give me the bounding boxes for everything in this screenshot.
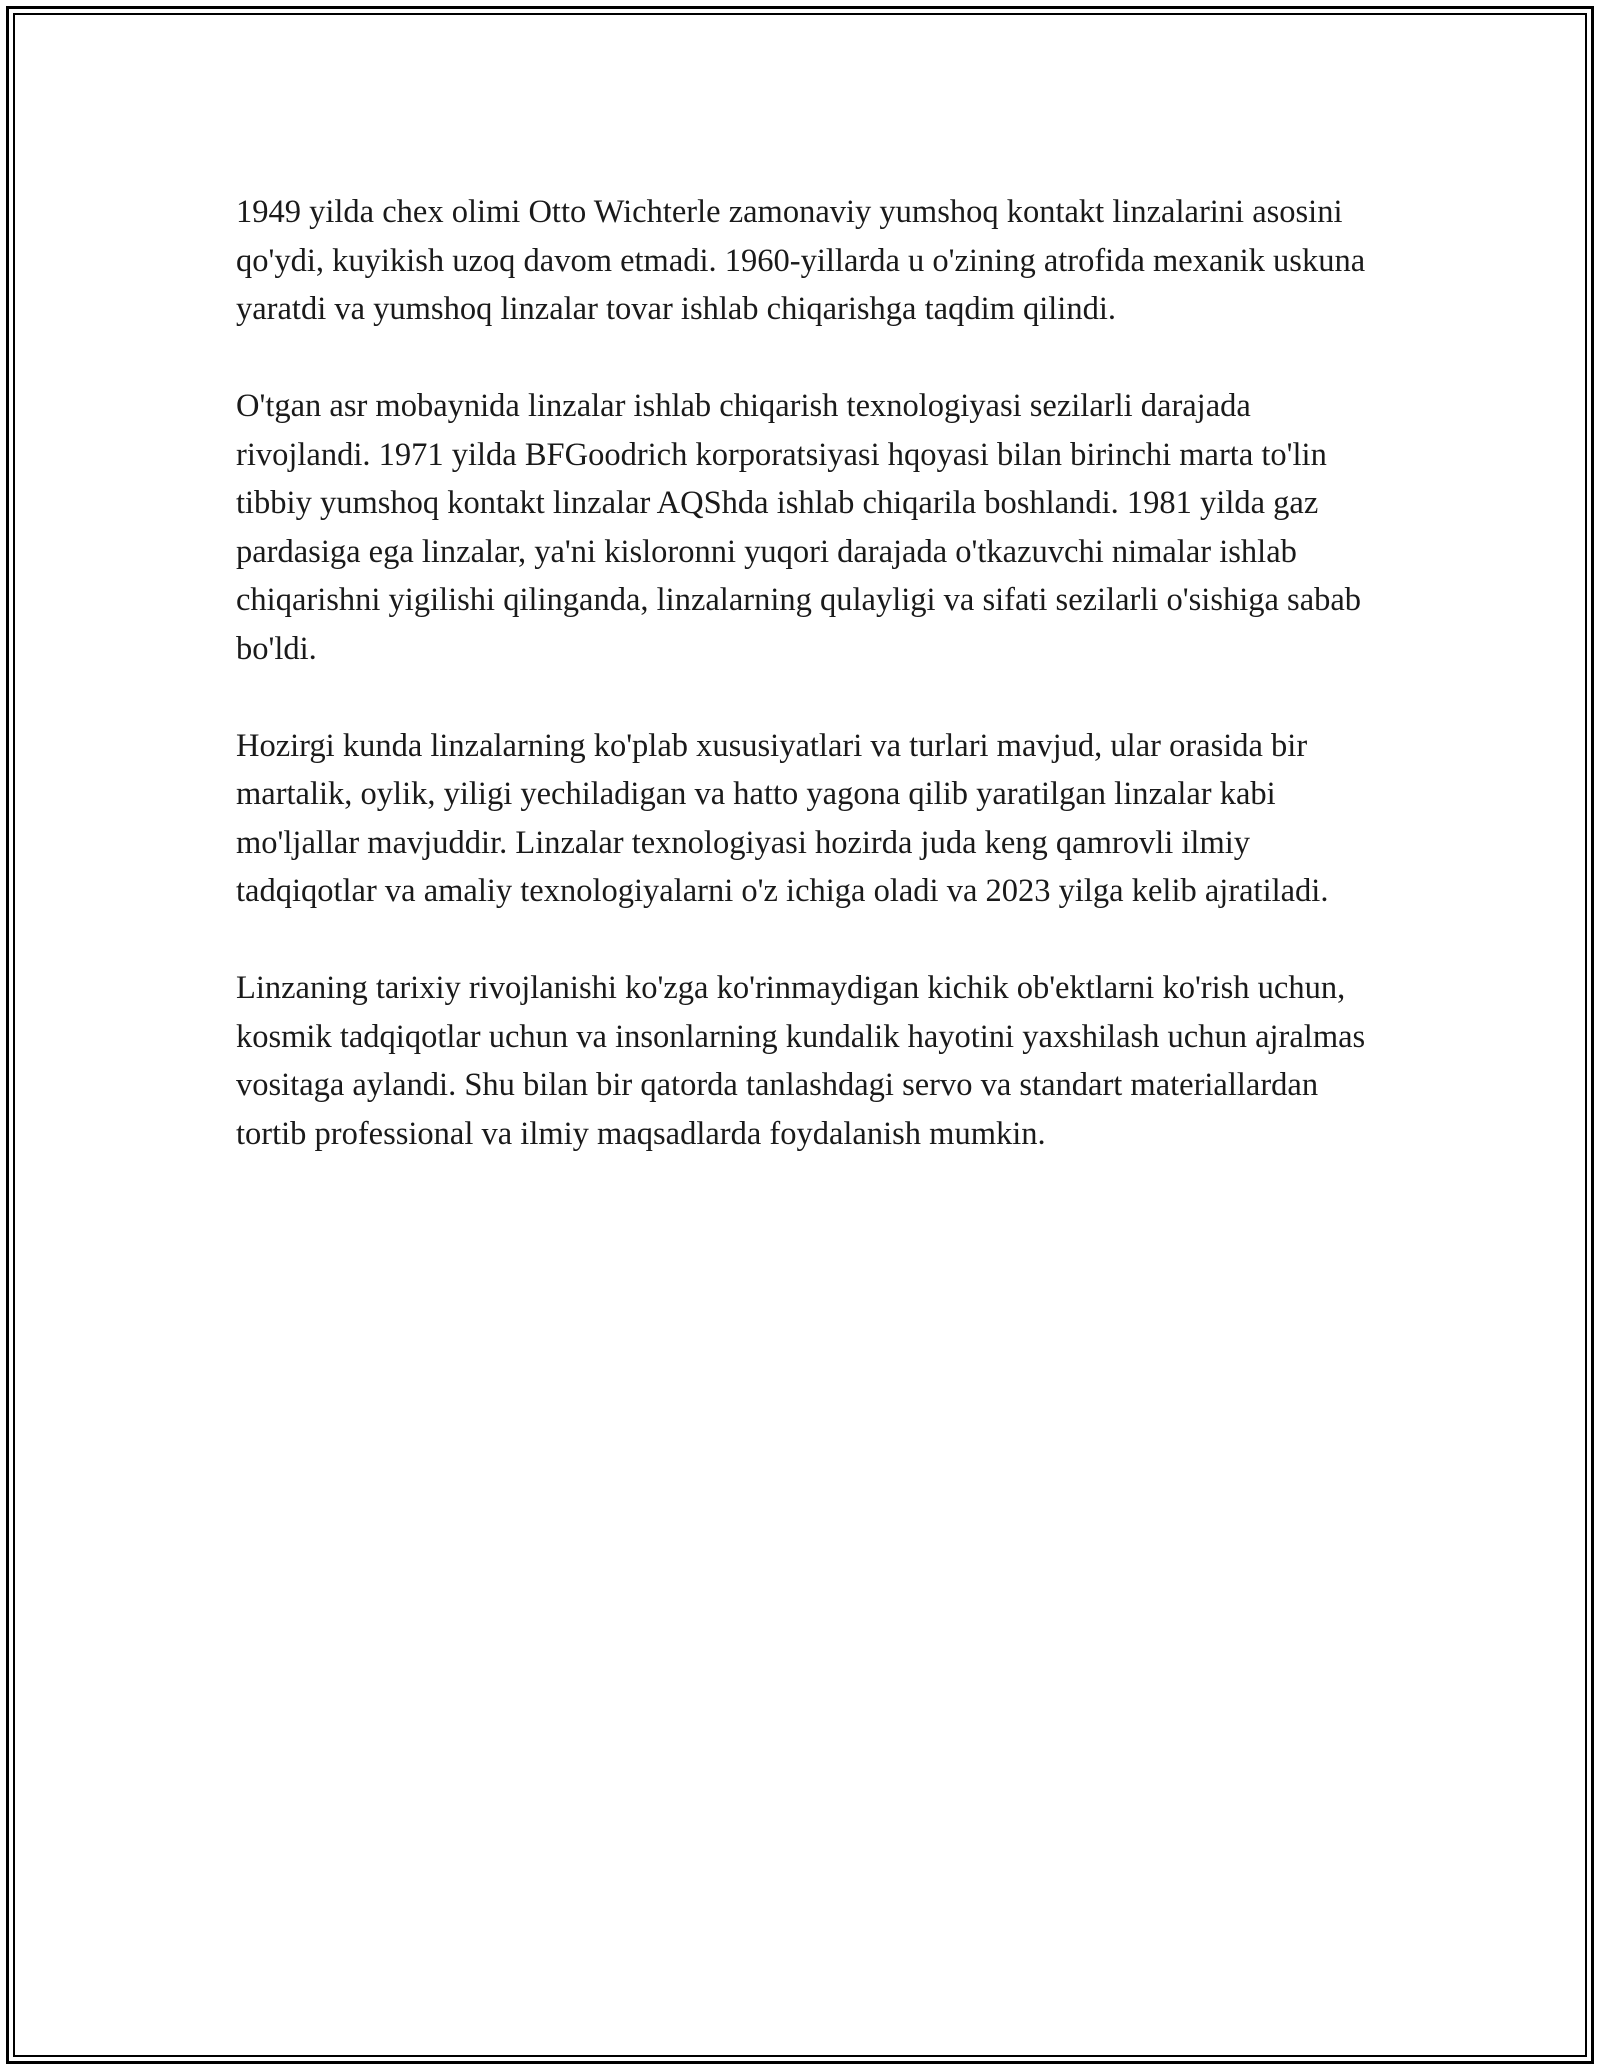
paragraph-1: 1949 yilda chex olimi Otto Wichterle zamonaviy yumshoq kontakt linzalarini asosini qo'ydi, kuyikish uzoq davom etmadi. 1960-yillarda u o'zining atrofida mexanik uskuna yaratdi va yumshoq linzalar tovar ishlab chiqarishga taqdim qilindi.: [236, 194, 1366, 327]
document-body: [236, 188, 1366, 1207]
paragraph-2: O'tgan asr mobaynida linzalar ishlab chiqarish texnologiyasi sezilarli darajada rivojlandi. 1971 yilda BFGoodrich korporatsiyasi hqoyasi bilan birinchi marta to'lin tibbiy yumshoq kontakt linzalar AQShda ishlab chiqarila boshlandi. 1981 yilda gaz pardasiga ega linzalar, ya'ni kisloronni yuqori darajada o'tkazuvchi nimalar ishlab chiqarishni yigilishi qilinganda, linzalarning qulayligi va sifati sezilarli o'sishiga sabab bo'ldi.: [236, 388, 1362, 667]
paragraph-3: Hozirgi kunda linzalarning ko'plab xususiyatlari va turlari mavjud, ular orasida bir martalik, oylik, yiligi yechiladigan va hatto yagona qilib yaratilgan linzalar kabi mo'ljallar mavjuddir. Linzalar texnologiyasi hozirda juda keng qamrovli ilmiy tadqiqotlar va amaliy texnologiyalarni o'z ichiga oladi va 2023 yilga kelib ajratiladi.: [236, 727, 1329, 909]
paragraph-4: Linzaning tarixiy rivojlanishi ko'zga ko'rinmaydigan kichik ob'ektlarni ko'rish uchun, kosmik tadqiqotlar uchun va insonlarning kundalik hayotini yaxshilash uchun ajralmas vositaga aylandi. Shu bilan bir qatorda tanlashdagi servo va standart materiallardan tortib professional va ilmiy maqsadlarda foydalanish mumkin.: [236, 970, 1366, 1152]
